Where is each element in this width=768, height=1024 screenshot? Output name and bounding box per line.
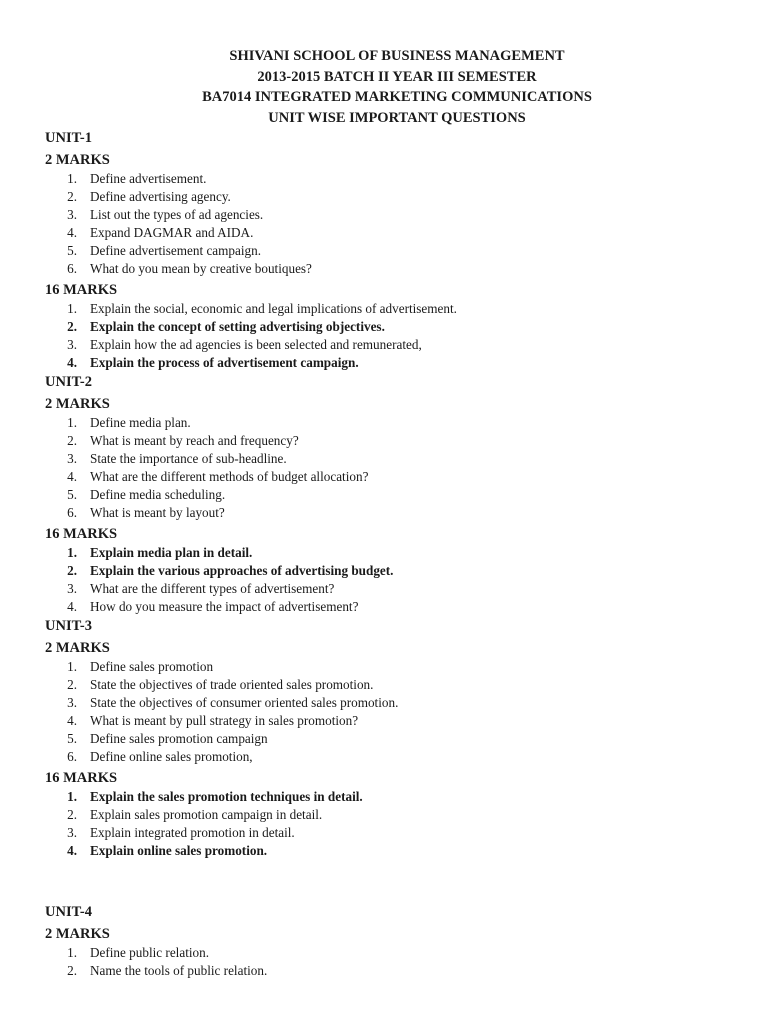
question-text: Explain the process of advertisement campaign.	[90, 355, 359, 370]
question-item	[45, 318, 745, 336]
question-item	[45, 842, 745, 860]
question-text: Explain sales promotion campaign in detail.	[90, 807, 323, 822]
question-number: 3.	[67, 825, 77, 840]
question-text: Define advertisement.	[90, 171, 207, 186]
question-item	[45, 170, 745, 188]
question-text: What are the different types of advertisement?	[90, 581, 335, 596]
question-item	[45, 336, 745, 354]
question-text: Explain the various approaches of advertising budget.	[90, 563, 394, 578]
marks-heading: 2 MARKS	[45, 152, 110, 168]
question-text: Define media plan.	[90, 415, 191, 430]
question-text: State the importance of sub-headline.	[90, 451, 287, 466]
unit-block	[45, 128, 745, 372]
question-number: 5.	[67, 243, 77, 258]
question-text: Define sales promotion	[90, 659, 214, 674]
unit-block	[45, 372, 745, 616]
question-number: 4.	[67, 843, 77, 858]
header-school-name: SHIVANI SCHOOL OF BUSINESS MANAGEMENT	[229, 48, 565, 64]
question-item	[45, 206, 745, 224]
question-number: 1.	[67, 545, 77, 560]
question-number: 4.	[67, 469, 77, 484]
unit-title: UNIT-3	[45, 618, 93, 634]
question-item	[45, 598, 745, 616]
question-text: What is meant by pull strategy in sales promotion?	[90, 713, 359, 728]
question-number: 2.	[67, 677, 77, 692]
question-text: Define online sales promotion,	[90, 749, 253, 764]
question-item	[45, 676, 745, 694]
question-list	[45, 544, 745, 616]
unit-block	[45, 616, 745, 860]
question-number: 2.	[67, 189, 77, 204]
question-list	[45, 170, 745, 278]
question-number: 2.	[67, 433, 77, 448]
question-item	[45, 504, 745, 522]
document-header	[0, 46, 768, 128]
question-item	[45, 354, 745, 372]
question-text: What are the different methods of budget allocation?	[90, 469, 369, 484]
header-batch: 2013-2015 BATCH II YEAR III SEMESTER	[257, 68, 537, 85]
question-item	[45, 468, 745, 486]
question-text: State the objectives of consumer oriented sales promotion.	[90, 695, 399, 710]
question-number: 4.	[67, 225, 77, 240]
question-list	[45, 658, 745, 766]
question-number: 2.	[67, 563, 77, 578]
question-text: What is meant by layout?	[90, 505, 225, 520]
question-list	[45, 300, 745, 372]
question-item	[45, 806, 745, 824]
question-text: Explain media plan in detail.	[90, 545, 253, 560]
unit-block	[45, 902, 745, 980]
question-item	[45, 544, 745, 562]
question-text: Define media scheduling.	[90, 487, 226, 502]
question-item	[45, 694, 745, 712]
question-item	[45, 944, 745, 962]
question-number: 1.	[67, 171, 77, 186]
question-text: What is meant by reach and frequency?	[90, 433, 299, 448]
marks-heading: 16 MARKS	[45, 526, 118, 542]
question-text: Define advertising agency.	[90, 189, 231, 204]
question-item	[45, 580, 745, 598]
question-number: 3.	[67, 207, 77, 222]
marks-heading: 2 MARKS	[45, 396, 110, 412]
question-text: Define public relation.	[90, 945, 210, 960]
question-number: 1.	[67, 789, 77, 804]
question-list	[45, 788, 745, 860]
question-number: 3.	[67, 581, 77, 596]
question-item	[45, 188, 745, 206]
question-item	[45, 260, 745, 278]
question-number: 1.	[67, 945, 77, 960]
question-number: 6.	[67, 505, 77, 520]
question-item	[45, 824, 745, 842]
question-item	[45, 712, 745, 730]
question-text: List out the types of ad agencies.	[90, 207, 264, 222]
marks-heading: 2 MARKS	[45, 640, 110, 656]
question-list	[45, 414, 745, 522]
marks-heading: 16 MARKS	[45, 770, 118, 786]
question-item	[45, 224, 745, 242]
question-item	[45, 730, 745, 748]
unit-title: UNIT-1	[45, 130, 93, 146]
question-text: What do you mean by creative boutiques?	[90, 261, 312, 276]
header-subtitle: UNIT WISE IMPORTANT QUESTIONS	[268, 109, 526, 126]
question-text: Explain the social, economic and legal implications of advertisement.	[90, 301, 457, 316]
question-text: State the objectives of trade oriented sales promotion.	[90, 677, 374, 692]
question-number: 1.	[67, 659, 77, 674]
question-number: 5.	[67, 487, 77, 502]
question-text: Define advertisement campaign.	[90, 243, 261, 258]
question-text: Expand DAGMAR and AIDA.	[90, 225, 254, 240]
question-number: 6.	[67, 261, 77, 276]
question-number: 5.	[67, 731, 77, 746]
question-number: 2.	[67, 807, 77, 822]
question-item	[45, 300, 745, 318]
question-item	[45, 414, 745, 432]
question-text: Define sales promotion campaign	[90, 731, 268, 746]
question-number: 3.	[67, 695, 77, 710]
unit-title: UNIT-4	[45, 904, 93, 920]
question-item	[45, 486, 745, 504]
question-text: How do you measure the impact of advertisement?	[90, 599, 359, 614]
question-item	[45, 432, 745, 450]
question-text: Explain how the ad agencies is been selected and remunerated,	[90, 337, 422, 352]
question-number: 6.	[67, 749, 77, 764]
question-number: 2.	[67, 319, 77, 334]
question-item	[45, 658, 745, 676]
question-number: 1.	[67, 415, 77, 430]
question-item	[45, 962, 745, 980]
question-number: 4.	[67, 713, 77, 728]
question-text: Name the tools of public relation.	[90, 963, 268, 978]
question-number: 3.	[67, 451, 77, 466]
marks-heading: 2 MARKS	[45, 926, 110, 942]
question-number: 4.	[67, 599, 77, 614]
question-text: Explain the concept of setting advertising objectives.	[90, 319, 385, 334]
header-course: BA7014 INTEGRATED MARKETING COMMUNICATIONS	[202, 89, 592, 105]
question-item	[45, 748, 745, 766]
question-number: 1.	[67, 301, 77, 316]
question-number: 3.	[67, 337, 77, 352]
question-text: Explain the sales promotion techniques in detail.	[90, 789, 363, 804]
question-number: 4.	[67, 355, 77, 370]
question-number: 2.	[67, 963, 77, 978]
marks-heading: 16 MARKS	[45, 282, 118, 298]
question-list	[45, 944, 745, 980]
question-text: Explain integrated promotion in detail.	[90, 825, 295, 840]
question-item	[45, 242, 745, 260]
question-item	[45, 562, 745, 580]
unit-title: UNIT-2	[45, 374, 93, 390]
question-item	[45, 450, 745, 468]
question-text: Explain online sales promotion.	[90, 843, 268, 858]
question-item	[45, 788, 745, 806]
questions-content	[45, 128, 745, 980]
